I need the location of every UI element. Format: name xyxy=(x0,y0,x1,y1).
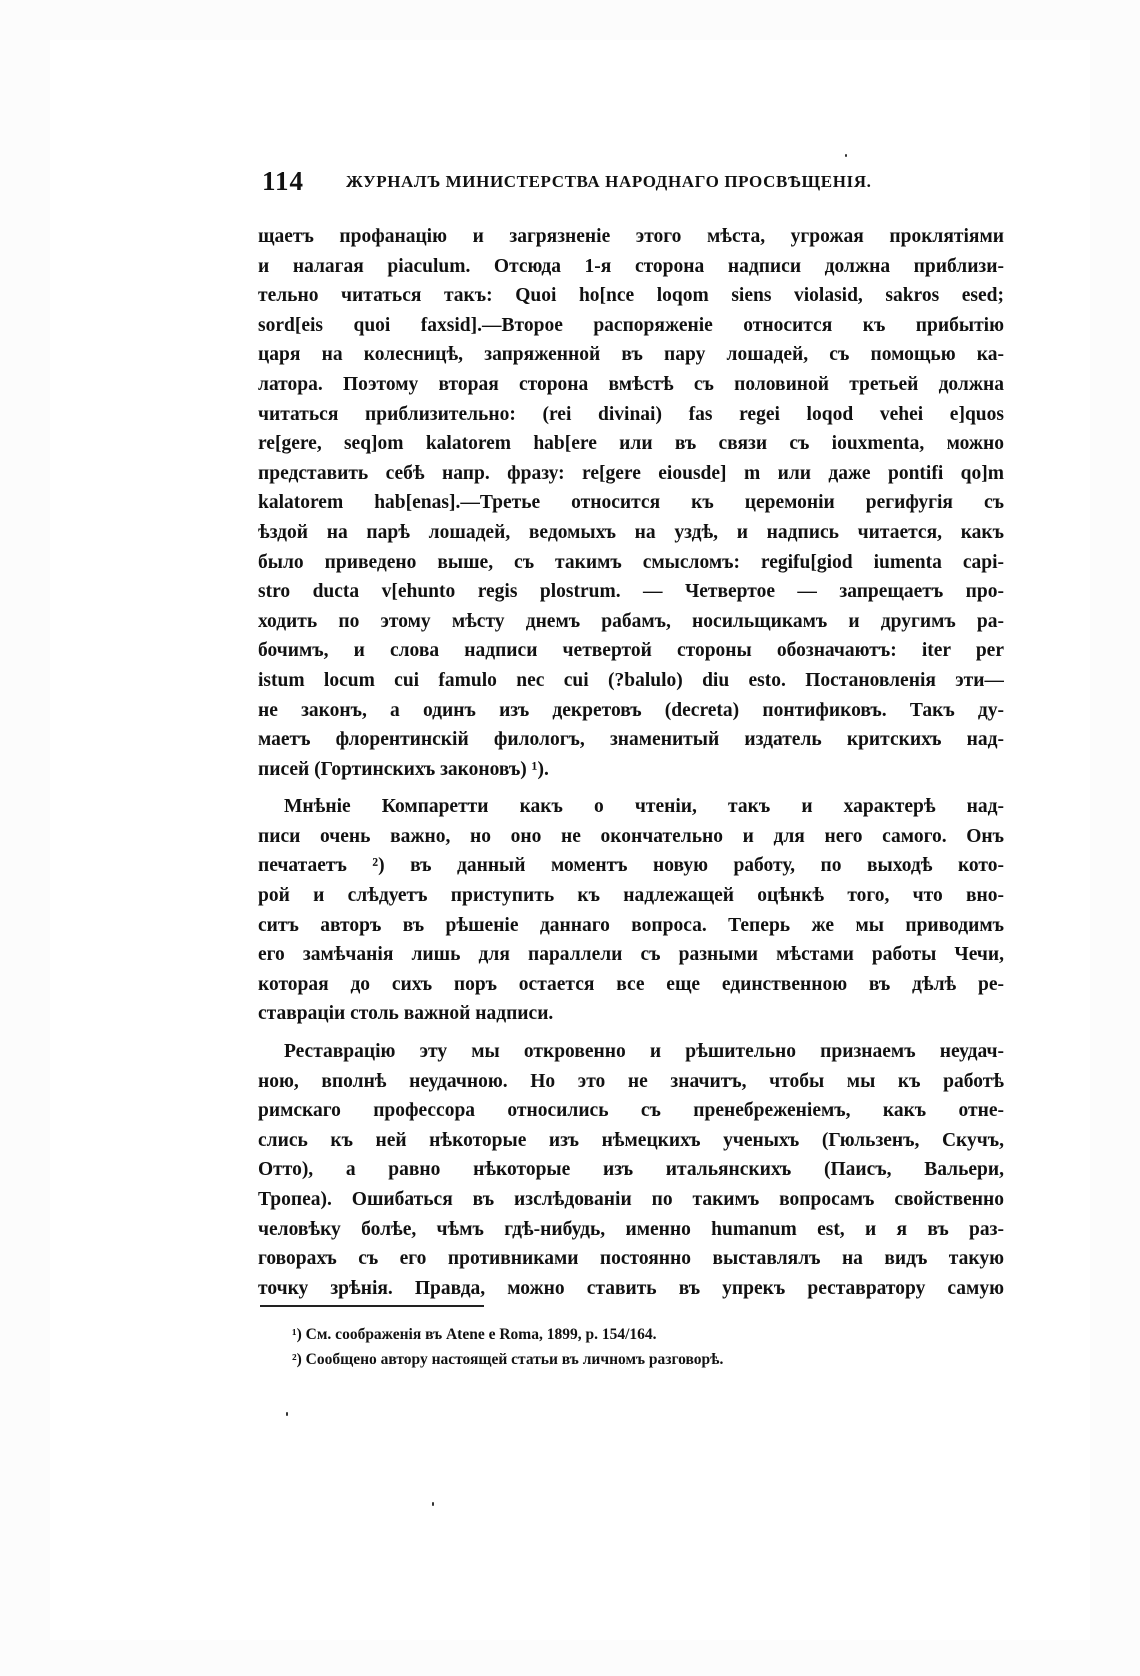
text-line: представить себѣ напр. фразу: re[gere eiousde] m или даже pontifi qo]m xyxy=(258,462,1004,484)
text-line: рой и слѣдуетъ приступить къ надлежащей оцѣнкѣ того, что вно- xyxy=(258,885,1004,907)
page-header xyxy=(262,166,1002,206)
text-line: stro ducta v[ehunto regis plostrum. — Четвертое — запрещаетъ про- xyxy=(258,581,1004,603)
text-line: было приведено выше, съ такимъ смысломъ: regifu[giod iumenta capi- xyxy=(258,551,1004,573)
text-line: которая до сихъ поръ остается все еще единственною въ дѣлѣ ре- xyxy=(258,973,1004,995)
text-line: бочимъ, и слова надписи четвертой стороны обозначаютъ: iter per xyxy=(258,640,1004,662)
scan-speck xyxy=(286,1412,288,1416)
text-line: ходить по этому мѣсту днемъ рабамъ, носильщикамъ и другимъ ра- xyxy=(258,610,1004,632)
text-line: Отто), а равно нѣкоторые изъ итальянскихъ (Паисъ, Вальери, xyxy=(258,1159,1004,1181)
footnote-1: ¹) См. соображенія въ Atene e Roma, 1899, p. 154/164. xyxy=(292,1326,657,1343)
text-line: писей (Гортинскихъ законовъ) ¹). xyxy=(258,758,549,780)
text-line: точку зрѣнія. Правда, можно ставить въ упрекъ реставратору самую xyxy=(258,1277,1004,1299)
paragraph-gap xyxy=(258,784,1004,792)
text-line: ною, вполнѣ неудачною. Но это не значитъ, чтобы мы къ работѣ xyxy=(258,1070,1004,1092)
text-line: его замѣчанія лишь для параллели съ разными мѣстами работы Чечи, xyxy=(258,944,1004,966)
text-line: ситъ авторъ въ рѣшеніе даннаго вопроса. Теперь же мы приводимъ xyxy=(258,914,1004,936)
text-line: kalatorem hab[enas].—Третье относится къ церемоніи регифугія съ xyxy=(258,492,1004,514)
footnotes xyxy=(292,1322,992,1372)
body-text xyxy=(258,222,1004,1303)
text-line: латора. Поэтому вторая сторона вмѣстѣ съ половиной третьей должна xyxy=(258,373,1004,395)
text-line: Реставрацію эту мы откровенно и рѣшительно признаемъ неудач- xyxy=(284,1041,1004,1063)
text-line: щаетъ профанацію и загрязненіе этого мѣста, угрожая проклятіями xyxy=(258,226,1004,247)
text-line: тельно читаться такъ: Quoi ho[nce loqom siens violasid, sakros esed; xyxy=(258,285,1004,307)
footnote-rule xyxy=(260,1305,484,1307)
text-line: читаться приблизительно: (rei divinai) fas regei loqod vehei e]quos xyxy=(258,403,1004,425)
footnote-2: ²) Сообщено автору настоящей статьи въ личномъ разговорѣ. xyxy=(292,1351,724,1368)
text-line: писи очень важно, но оно не окончательно и для него самого. Онъ xyxy=(258,825,1004,847)
text-line: Тропеа). Ошибаться въ изслѣдованіи по такимъ вопросамъ свойственно xyxy=(258,1189,1004,1210)
running-head: ЖУРНАЛЪ МИНИСТЕРСТВА НАРОДНАГО ПРОСВѢЩЕНІЯ. xyxy=(346,172,872,191)
text-line: слись къ ней нѣкоторые изъ нѣмецкихъ ученыхъ (Гюльзенъ, Скучъ, xyxy=(258,1129,1004,1151)
scan-speck xyxy=(432,1502,434,1506)
text-line: человѣку болѣе, чѣмъ гдѣ-нибудь, именно humanum est, и я въ раз- xyxy=(258,1218,1004,1240)
text-line: re[gere, seq]om kalatorem hab[ere или въ связи съ iouxmenta, можно xyxy=(258,433,1004,455)
text-line: и налагая piaculum. Отсюда 1-я сторона надписи должна приблизи- xyxy=(258,255,1004,277)
text-line: Мнѣніе Компаретти какъ о чтеніи, такъ и характерѣ над- xyxy=(284,796,1004,818)
page-number: 114 xyxy=(262,166,305,196)
text-line: ставраціи столь важной надписи. xyxy=(258,1003,554,1025)
text-line: маетъ флорентинскій филологъ, знаменитый издатель критскихъ над- xyxy=(258,729,1004,751)
text-line: печатаетъ ²) въ данный моментъ новую работу, по выходѣ кото- xyxy=(258,855,1004,877)
text-line: istum locum cui famulo nec cui (?balulo) diu esto. Постановленія эти— xyxy=(258,669,1004,691)
scan-speck xyxy=(845,154,847,157)
paragraph-gap xyxy=(258,1029,1004,1037)
text-line: говорахъ съ его противниками постоянно выставлялъ на видъ такую xyxy=(258,1248,1004,1270)
text-line: sord[eis quoi faxsid].—Второе распоряженіе относится къ прибытію xyxy=(258,314,1004,336)
text-line: ѣздой на парѣ лошадей, ведомыхъ на уздѣ, и надпись читается, какъ xyxy=(258,521,1004,543)
text-line: не законъ, а одинъ изъ декретовъ (decreta) понтификовъ. Такъ ду- xyxy=(258,699,1004,721)
text-line: римскаго профессора относились съ пренебреженіемъ, какъ отне- xyxy=(258,1100,1004,1122)
text-line: царя на колесницѣ, запряженной въ пару лошадей, съ помощью ка- xyxy=(258,344,1004,366)
